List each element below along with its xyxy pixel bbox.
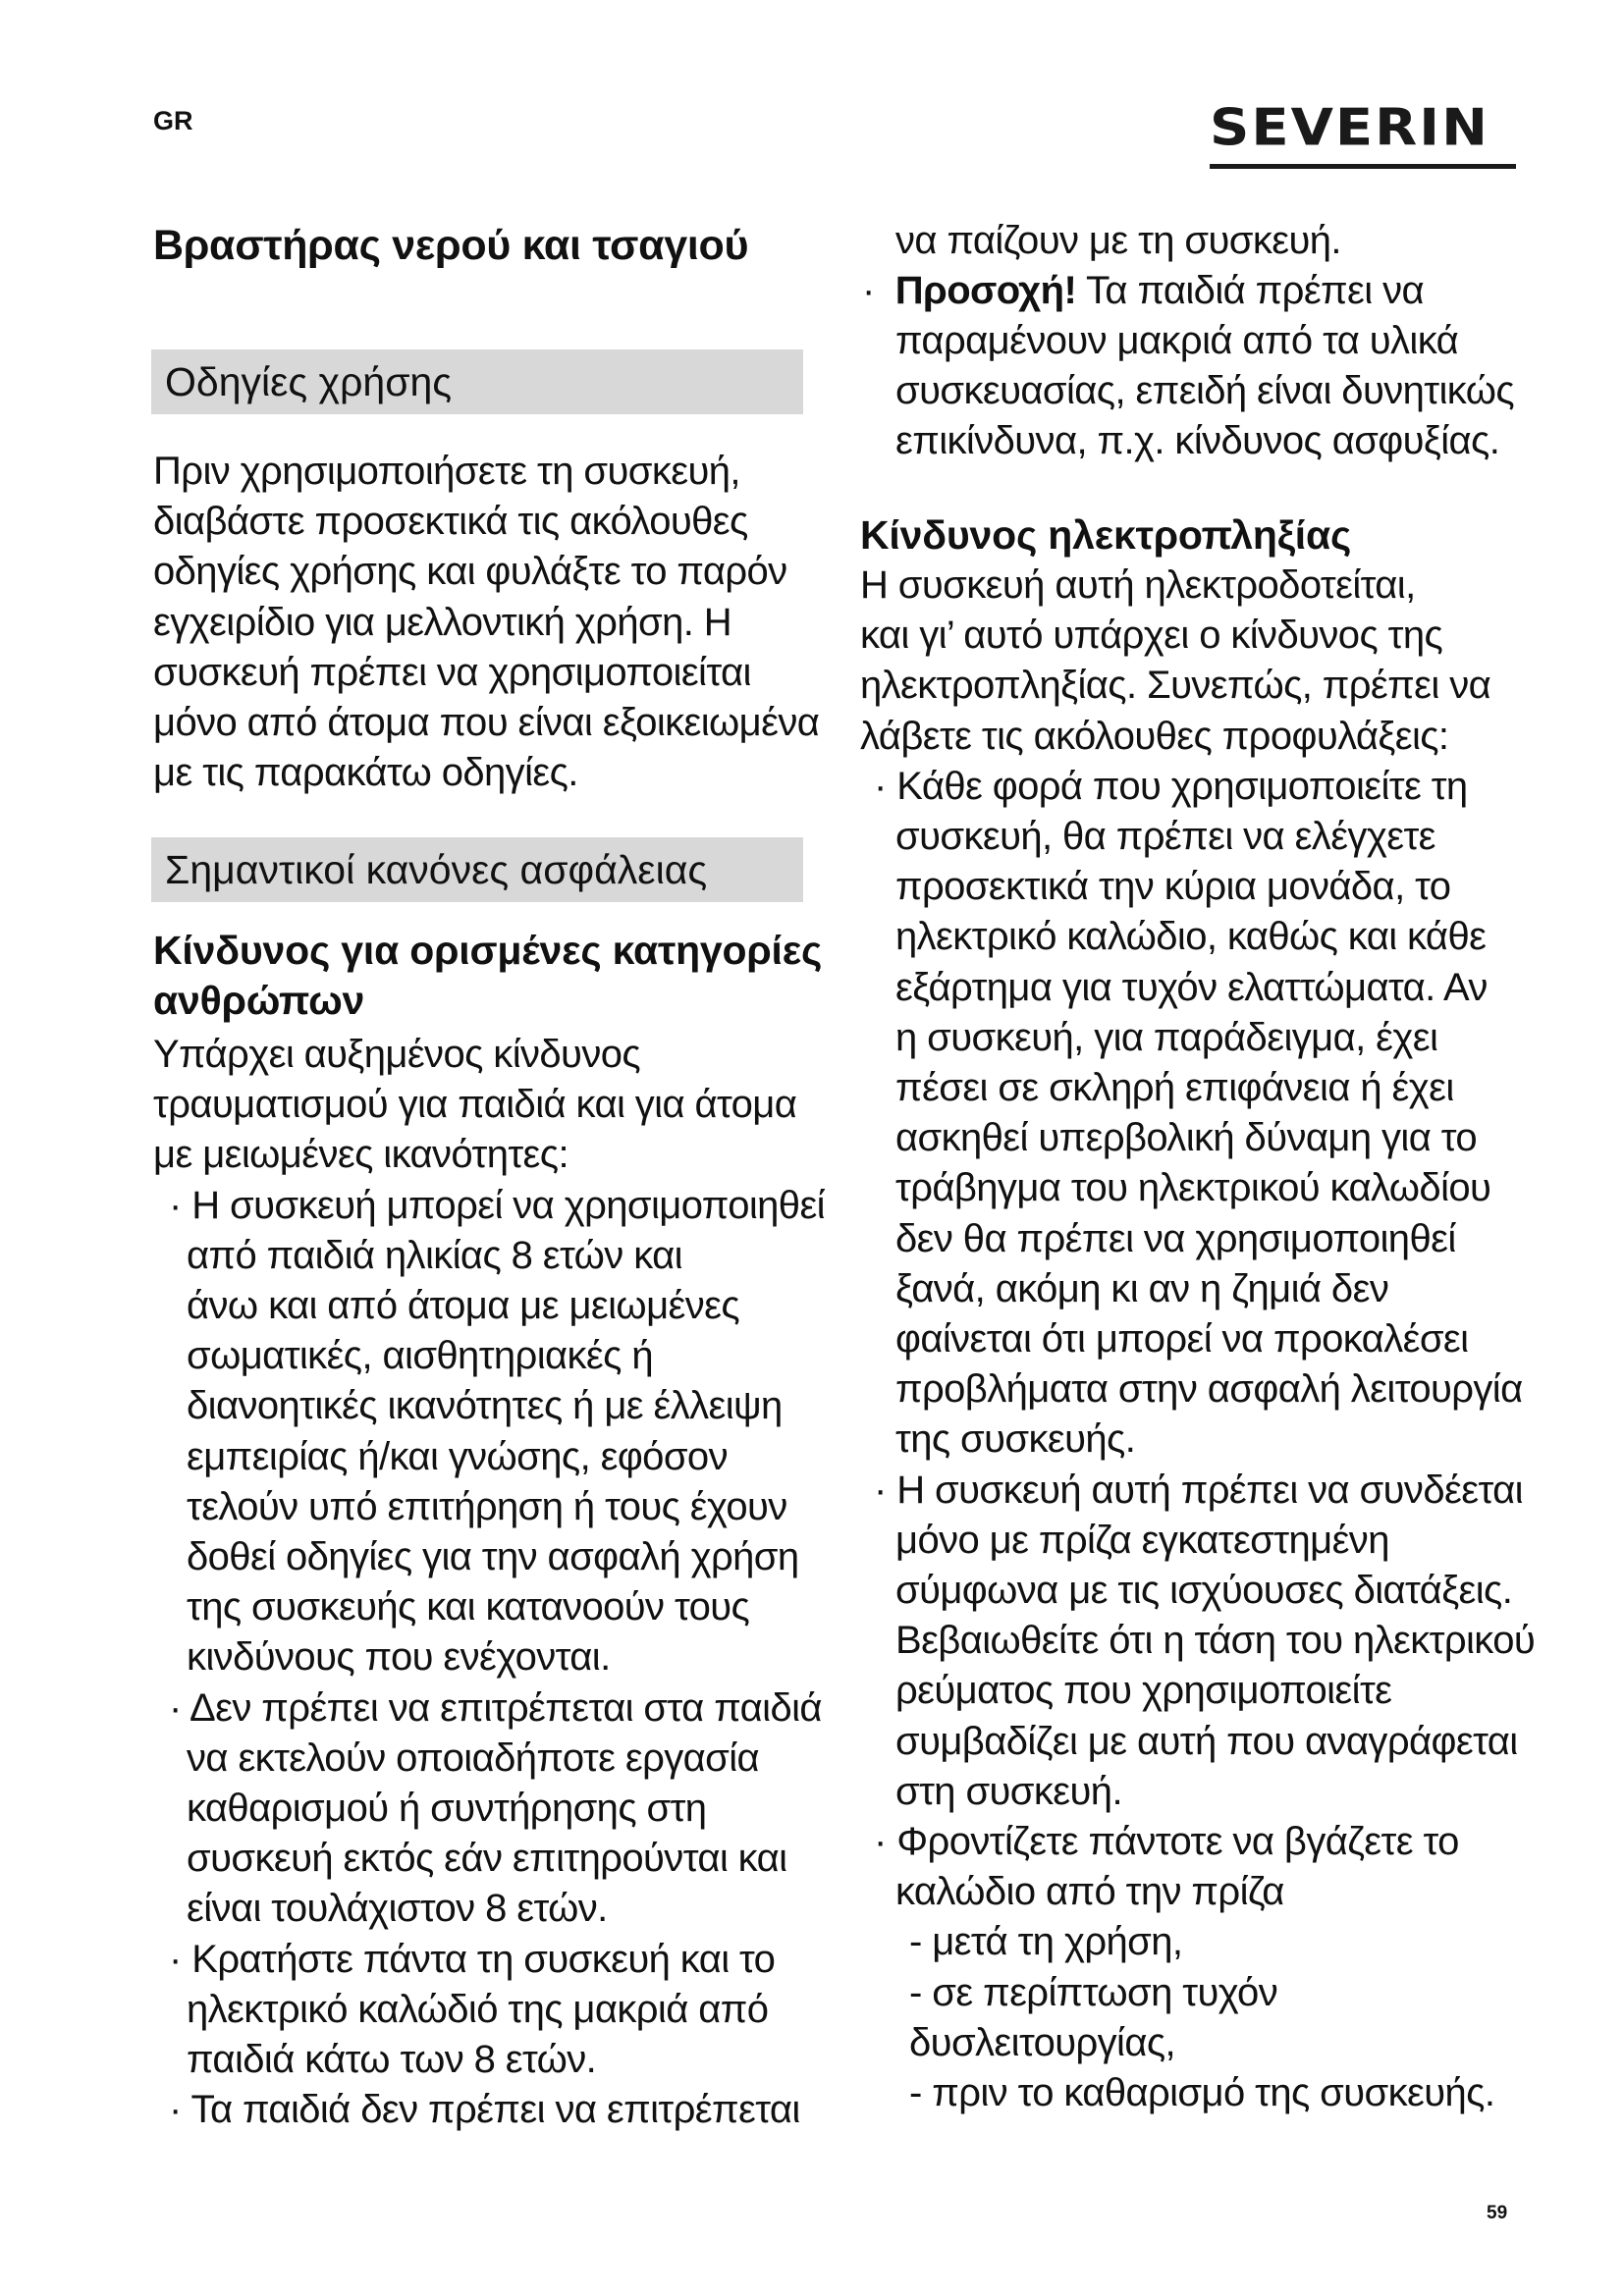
- text-line: Υπάρχει αυξημένος κίνδυνος: [153, 1033, 641, 1076]
- risk-group-text: [153, 1030, 825, 2135]
- text-line: · Κρατήστε πάντα τη συσκευή και το: [169, 1937, 776, 1981]
- text-line: στη συσκευή.: [895, 1769, 1122, 1813]
- text-line: εξάρτημα για τυχόν ελαττώματα. Αν: [895, 965, 1488, 1009]
- text-line: άνω και από άτομα με μειωμένες: [187, 1284, 740, 1328]
- subheading-line: Κίνδυνος για ορισμένες κατηγορίες: [153, 928, 823, 973]
- text-line: παιδιά κάτω των 8 ετών.: [187, 2038, 597, 2082]
- text-line: κινδύνους που ενέχονται.: [187, 1635, 611, 1680]
- text-line: · Φροντίζετε πάντοτε να βγάζετε το: [874, 1820, 1459, 1864]
- text-line: με μειωμένες ικανότητες:: [153, 1133, 568, 1177]
- text-line: μόνο με πρίζα εγκατεστημένη: [895, 1518, 1389, 1562]
- text-line: τελούν υπό επιτήρηση ή τους έχουν: [187, 1484, 787, 1528]
- text-line: μόνο από άτομα που είναι εξοικειωμένα: [153, 701, 820, 745]
- text-line: συσκευή πρέπει να χρησιμοποιείται: [153, 650, 751, 694]
- bullet: ·: [862, 269, 875, 313]
- subheading-line: Κίνδυνος ηλεκτροπληξίας: [860, 512, 1352, 558]
- text-line: και γι’ αυτό υπάρχει ο κίνδυνος της: [860, 614, 1443, 658]
- text-line: η συσκευή, για παράδειγμα, έχει: [895, 1015, 1438, 1059]
- text-line: να εκτελούν οποιαδήποτε εργασία: [187, 1735, 760, 1780]
- instructions-paragraph: [153, 447, 819, 798]
- text-line: με τις παρακάτω οδηγίες.: [153, 751, 578, 795]
- text-line: της συσκευής και κατανοούν τους: [187, 1585, 750, 1629]
- text-line: τράβηγμα του ηλεκτρικού καλωδίου: [895, 1166, 1491, 1210]
- text-line: Πριν χρησιμοποιήσετε τη συσκευή,: [153, 450, 740, 493]
- text-line: - σε περίπτωση τυχόν: [909, 1970, 1278, 2014]
- electric-shock-heading: [860, 510, 1351, 561]
- text-line: Βεβαιωθείτε ότι η τάση του ηλεκτρικού: [895, 1619, 1536, 1663]
- text-line: σωματικές, αισθητηριακές ή: [187, 1334, 653, 1378]
- text-line: δεν θα πρέπει να χρησιμοποιηθεί: [895, 1216, 1456, 1260]
- text-line: ηλεκτροπληξίας. Συνεπώς, πρέπει να: [860, 664, 1491, 708]
- text-line: · Δεν πρέπει να επιτρέπεται στα παιδιά: [169, 1685, 822, 1730]
- text-line: συσκευασίας, επειδή είναι δυνητικώς: [895, 369, 1514, 413]
- text-line: - μετά τη χρήση,: [909, 1920, 1183, 1964]
- warning-line: [862, 266, 1424, 316]
- text-line: δοθεί οδηγίες για την ασφαλή χρήση: [187, 1535, 799, 1579]
- text-line: συσκευή, θα πρέπει να ελέγχετε: [895, 815, 1435, 859]
- text-line: ηλεκτρικό καλώδιό της μακριά από: [187, 1987, 769, 2031]
- electric-shock-text: [860, 561, 1535, 2118]
- text-line: ασκηθεί υπερβολική δύναμη για το: [895, 1116, 1478, 1160]
- text-line: προβλήματα στην ασφαλή λειτουργία: [895, 1367, 1523, 1412]
- logo-underline: [1210, 164, 1516, 169]
- text-line: ηλεκτρικό καλώδιο, καθώς και κάθε: [895, 915, 1487, 959]
- text-line: · Κάθε φορά που χρησιμοποιείτε τη: [874, 764, 1468, 808]
- text-line: εγχειρίδιο για μελλοντική χρήση. Η: [153, 600, 732, 644]
- text-line: - πριν το καθαρισμό της συσκευής.: [909, 2071, 1495, 2115]
- text-line: συσκευή εκτός εάν επιτηρούνται και: [187, 1837, 787, 1881]
- text-line: εμπειρίας ή/και γνώσης, εφόσον: [187, 1434, 728, 1478]
- risk-group-heading: [153, 926, 822, 1026]
- text-line: επικίνδυνα, π.χ. κίνδυνος ασφυξίας.: [895, 419, 1500, 463]
- text-line: φαίνεται ότι μπορεί να προκαλέσει: [895, 1317, 1469, 1362]
- right-column-top: [862, 216, 1425, 316]
- text-line: · Η συσκευή αυτή πρέπει να συνδέεται: [874, 1468, 1523, 1512]
- text-line: · Τα παιδιά δεν πρέπει να επιτρέπεται: [169, 2088, 800, 2132]
- subheading-line: ανθρώπων: [153, 978, 365, 1024]
- text-line: Η συσκευή αυτή ηλεκτροδοτείται,: [860, 563, 1416, 607]
- text-line: οδηγίες χρήσης και φυλάξτε το παρόν: [153, 550, 787, 594]
- warning-paragraph: [895, 316, 1514, 467]
- text-line: καλώδιο από την πρίζα: [895, 1870, 1284, 1914]
- severin-logo: [1210, 98, 1516, 169]
- text-line: από παιδιά ηλικίας 8 ετών και: [187, 1233, 682, 1277]
- page-number: 59: [1487, 2203, 1508, 2223]
- text-line: ρεύματος που χρησιμοποιείτε: [895, 1669, 1392, 1713]
- text-line: · Η συσκευή μπορεί να χρησιμοποιηθεί: [169, 1183, 825, 1227]
- text-line: παραμένουν μακριά από τα υλικά: [895, 319, 1459, 362]
- language-code: GR: [153, 106, 193, 135]
- warning-text: Τα παιδιά πρέπει να: [1076, 269, 1425, 313]
- text-line: καθαρισμού ή συντήρησης στη: [187, 1787, 707, 1831]
- text-line: είναι τουλάχιστον 8 ετών.: [187, 1887, 608, 1931]
- text-line: να παίζουν με τη συσκευή.: [895, 219, 1341, 262]
- text-line: λάβετε τις ακόλουθες προφυλάξεις:: [860, 714, 1449, 758]
- text-line: πέσει σε σκληρή επιφάνεια ή έχει: [895, 1066, 1454, 1110]
- section-heading-instructions: Οδηγίες χρήσης: [151, 349, 803, 414]
- document-title: Βραστήρας νερού και τσαγιού: [153, 222, 749, 269]
- text-line: τραυματισμού για παιδιά και για άτομα: [153, 1083, 797, 1127]
- text-line: ξανά, ακόμη κι αν η ζημιά δεν: [895, 1266, 1389, 1310]
- text-line: σύμφωνα με τις ισχύουσες διατάξεις.: [895, 1569, 1513, 1613]
- text-line: συμβαδίζει με αυτή που αναγράφεται: [895, 1719, 1518, 1763]
- warning-label: Προσοχή!: [894, 269, 1077, 313]
- text-line: δυσλειτουργίας,: [909, 2020, 1176, 2064]
- text-line: διαβάστε προσεκτικά τις ακόλουθες: [153, 500, 748, 544]
- text-line: προσεκτικά την κύρια μονάδα, το: [895, 865, 1451, 909]
- text-line: της συσκευής.: [895, 1417, 1136, 1462]
- brand-text: SEVERIN: [1210, 98, 1490, 158]
- text-line: διανοητικές ικανότητες ή με έλλειψη: [187, 1384, 783, 1428]
- section-heading-safety: Σημαντικοί κανόνες ασφάλειας: [151, 837, 803, 902]
